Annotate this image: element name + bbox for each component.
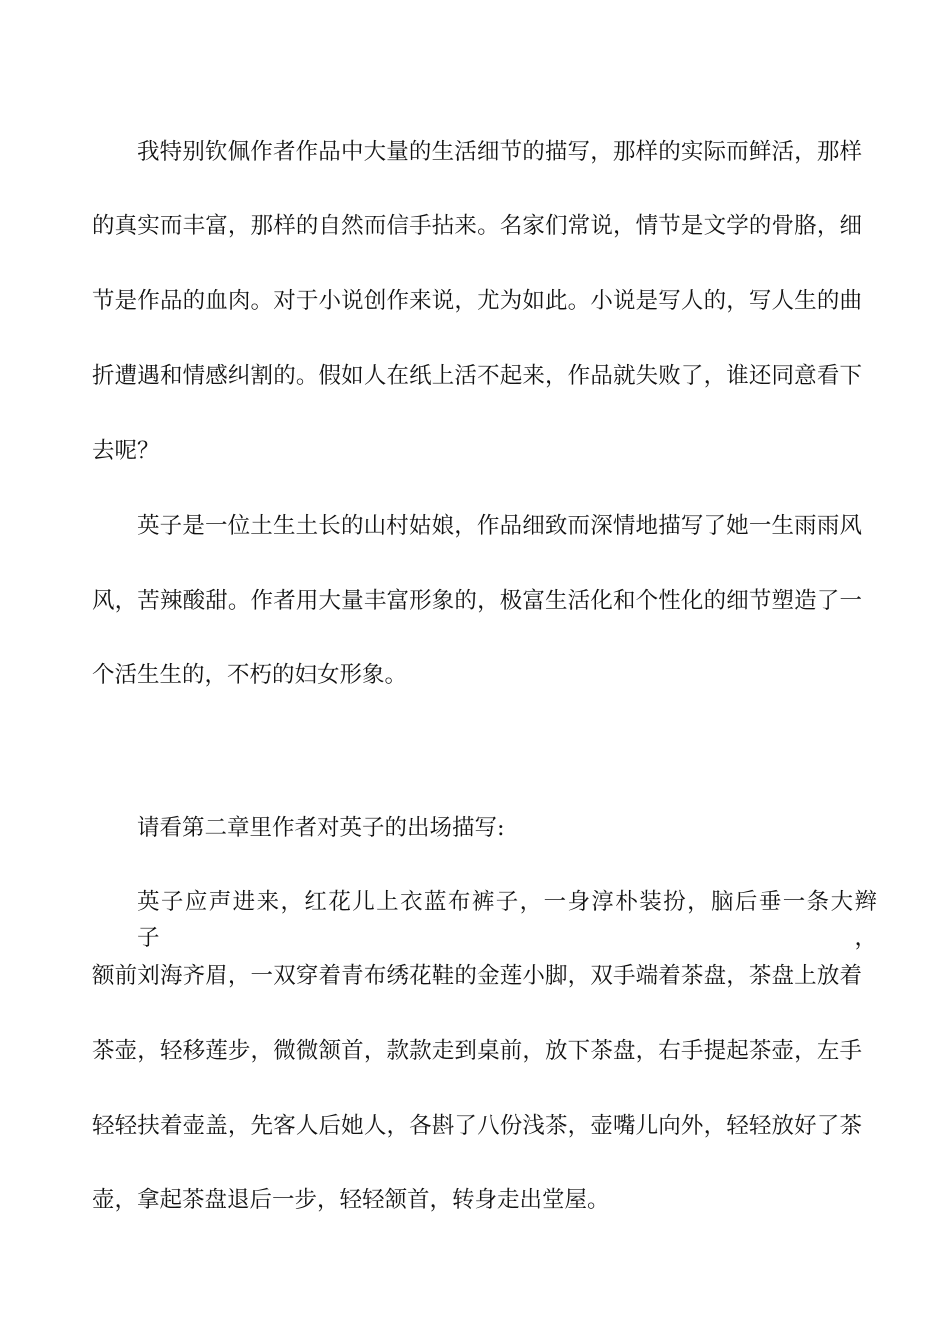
paragraph-1-line-5: 去呢？	[92, 438, 160, 464]
paragraph-2-line-1: 英子是一位土生土长的山村姑娘，作品细致而深情地描写了她一生雨雨风	[137, 513, 862, 539]
paragraph-1-line-1: 我特别钦佩作者作品中大量的生活细节的描写，那样的实际而鲜活，那样	[137, 139, 862, 165]
paragraph-4-line-1: 英子应声进来，红花儿上衣蓝布裤子，一身淳朴装扮，脑后垂一条大辫子，	[137, 889, 877, 951]
paragraph-1-line-2: 的真实而丰富，那样的自然而信手拈来。名家们常说，情节是文学的骨胳，细	[92, 213, 862, 239]
paragraph-1-line-4: 折遭遇和情感纠割的。假如人在纸上活不起来，作品就失败了，谁还同意看下	[92, 363, 862, 389]
paragraph-3-line-1: 请看第二章里作者对英子的出场描写:	[137, 815, 505, 841]
paragraph-4-line-4: 轻轻扶着壶盖，先客人后她人，各斟了八份浅茶，壶嘴儿向外，轻轻放好了茶	[92, 1113, 862, 1139]
paragraph-4-line-3: 茶壶，轻移莲步，微微颔首，款款走到桌前，放下茶盘，右手提起茶壶，左手	[92, 1038, 862, 1064]
paragraph-2-line-2: 风，苦辣酸甜。作者用大量丰富形象的，极富生活化和个性化的细节塑造了一	[92, 588, 862, 614]
paragraph-1-line-3: 节是作品的血肉。对于小说创作来说，尤为如此。小说是写人的，写人生的曲	[92, 288, 862, 314]
paragraph-4-line-2: 额前刘海齐眉，一双穿着青布绣花鞋的金莲小脚，双手端着茶盘，茶盘上放着	[92, 963, 862, 989]
paragraph-2-line-3: 个活生生的，不朽的妇女形象。	[92, 662, 408, 688]
paragraph-4-line-5: 壶，拿起茶盘退后一步，轻轻颔首，转身走出堂屋。	[92, 1187, 610, 1213]
